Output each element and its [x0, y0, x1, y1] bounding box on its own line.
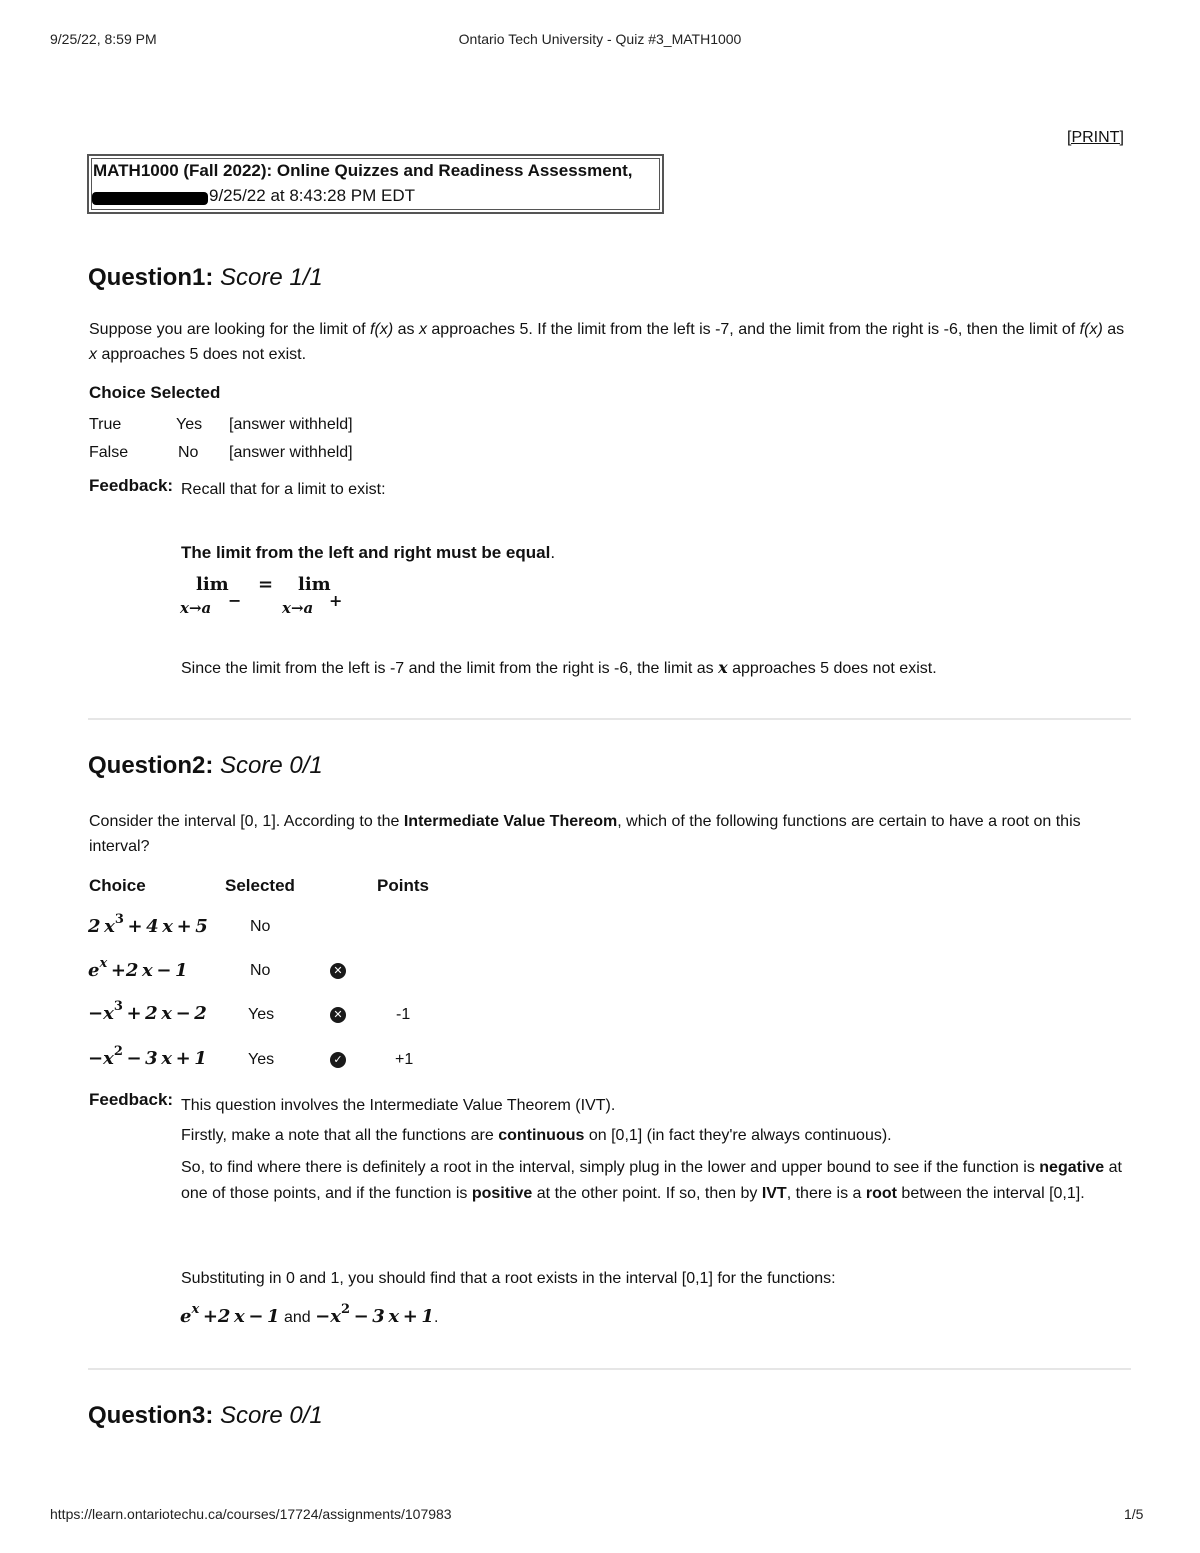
question-label: Question2:: [88, 752, 214, 779]
feedback-line-1: This question involves the Intermediate Value Theorem (IVT).: [181, 1097, 616, 1114]
answer-function-2: $-x^2 - 3$ x + 1: [315, 1302, 434, 1327]
choice-selected-header: Choice Selected: [89, 383, 221, 402]
quiz-info-title: MATH1000 (Fall 2022): Online Quizzes and Readiness Assessment,: [93, 161, 633, 180]
feedback-line-2: [181, 1127, 892, 1145]
feedback-text: on [0,1] (in fact they're always continuous).: [584, 1127, 892, 1144]
feedback-text: Firstly, make a note that all the functions are: [181, 1127, 499, 1144]
left-superscript: −: [228, 591, 242, 610]
print-link[interactable]: [PRINT]: [1067, 129, 1124, 146]
feedback-intro: Recall that for a limit to exist:: [181, 481, 386, 498]
question-2-stem: [89, 809, 1119, 859]
choice-function: $-x^2 - 3$ x + 1: [88, 1044, 207, 1069]
answer-function-1: $e^x +2$ x − 1: [180, 1302, 280, 1327]
conclusion-text: approaches 5 does not exist.: [727, 660, 937, 677]
limit-formula: [180, 574, 360, 624]
question-1-title: [88, 264, 323, 292]
feedback-label: Feedback:: [89, 476, 174, 495]
selected-cell: No: [250, 918, 271, 935]
choice-function: $-x^3 + 2$ x − 2: [88, 999, 207, 1024]
lim-right: lim: [298, 574, 331, 595]
points-cell: -1: [396, 1006, 411, 1023]
choice-function: 2 $x^3 + 4$ x + 5: [88, 912, 208, 937]
feedback-bold: continuous: [498, 1127, 585, 1144]
stem-text: , which of the following functions are certain to have a root on this interval?: [89, 813, 1081, 855]
print-page-title: Ontario Tech University - Quiz #3_MATH1000: [458, 31, 742, 47]
left-subscript: x→a: [180, 599, 212, 617]
choice-function: $e^x +2$ x − 1: [88, 956, 188, 981]
selected-header: Selected: [225, 876, 295, 895]
stem-text: Consider the interval [0, 1]. According to the: [89, 813, 404, 830]
stem-text: Suppose you are looking for the limit of: [89, 321, 371, 338]
print-timestamp: 9/25/22, 8:59 PM: [50, 31, 157, 47]
selected-cell: Yes: [248, 1006, 275, 1023]
choice-cell: True: [89, 416, 122, 433]
feedback-answer-functions: [180, 1302, 439, 1327]
right-superscript: +: [329, 591, 343, 610]
equals-sign: =: [258, 574, 274, 595]
stem-text: approaches 5 does not exist.: [97, 346, 307, 363]
print-page-number: 1/5: [1124, 1506, 1144, 1522]
print-url: https://learn.ontariotechu.ca/courses/17724/assignments/107983: [50, 1506, 452, 1522]
stem-theorem: Intermediate Value Thereom: [403, 813, 618, 830]
feedback-text: , there is a: [786, 1185, 866, 1202]
quiz-info-date: 9/25/22 at 8:43:28 PM EDT: [209, 186, 416, 205]
feedback-label: Feedback:: [89, 1090, 174, 1109]
selected-cell: No: [250, 962, 271, 979]
stem-text: as: [393, 321, 419, 338]
q1-conclusion: [181, 658, 937, 678]
feedback-bold: root: [865, 1185, 897, 1202]
feedback-line-4: Substituting in 0 and 1, you should find that a root exists in the interval [0,1] for the functions:: [181, 1270, 836, 1287]
feedback-period: .: [433, 1309, 439, 1326]
feedback-line-3: [181, 1155, 1133, 1207]
question-label: Question3:: [88, 1402, 214, 1429]
stem-text: approaches 5. If the limit from the left is -7, and the limit from the right is -6, then the limit of: [426, 321, 1080, 338]
feedback-text: between the interval [0,1].: [896, 1185, 1085, 1202]
stem-text: as: [1102, 321, 1125, 338]
selected-cell: Yes: [248, 1051, 275, 1068]
question-score: Score 1/1: [220, 264, 323, 291]
question-1-stem: [89, 317, 1134, 367]
feedback-text: So, to find where there is definitely a root in the interval, simply plug in the lower and upper bound to see if the function is: [181, 1159, 1040, 1176]
right-subscript: x→a: [282, 599, 314, 617]
stem-fx: f(x): [370, 321, 394, 338]
conclusion-x: x: [718, 658, 728, 677]
correct-icon: ✓: [330, 1052, 346, 1068]
limit-rule: [181, 543, 555, 563]
question-score: Score 0/1: [220, 752, 323, 779]
question-score: Score 0/1: [220, 1402, 323, 1429]
selected-cell: Yes: [176, 416, 203, 433]
feedback-text: at one of those points, and if the function is: [181, 1159, 1122, 1202]
redaction-bar: [92, 192, 208, 205]
answer-cell: [answer withheld]: [229, 444, 353, 461]
answer-cell: [answer withheld]: [229, 416, 353, 433]
stem-x: x: [418, 321, 427, 338]
choice-header: Choice: [89, 876, 146, 895]
feedback-and: and: [284, 1309, 311, 1326]
feedback-bold: negative: [1039, 1159, 1105, 1176]
question-label: Question1:: [88, 264, 214, 291]
conclusion-text: Since the limit from the left is -7 and the limit from the right is -6, the limit as: [181, 660, 719, 677]
selected-cell: No: [178, 444, 199, 461]
feedback-text: at the other point. If so, then by: [532, 1185, 762, 1202]
divider: [88, 1368, 1131, 1370]
question-3-title: [88, 1402, 323, 1430]
limit-rule-period: .: [550, 543, 556, 562]
quiz-info-box: [87, 154, 664, 214]
feedback-bold: IVT: [761, 1185, 787, 1202]
stem-x: x: [89, 346, 97, 363]
divider: [88, 718, 1131, 720]
stem-fx: f(x): [1079, 321, 1103, 338]
feedback-bold: positive: [471, 1185, 533, 1202]
question-2-title: [88, 752, 323, 780]
points-header: Points: [377, 876, 429, 895]
incorrect-icon: ✕: [330, 1007, 346, 1023]
lim-left: lim: [196, 574, 229, 595]
points-cell: +1: [395, 1051, 414, 1068]
limit-rule-text: The limit from the left and right must be equal: [181, 543, 551, 562]
choice-cell: False: [89, 444, 129, 461]
incorrect-icon: ✕: [330, 963, 346, 979]
